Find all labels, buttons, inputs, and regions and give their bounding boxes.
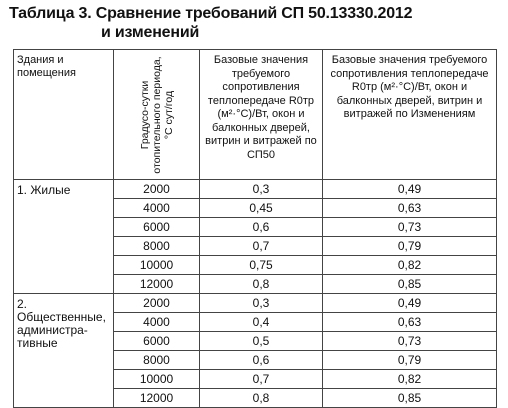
gsop-cell: 6000 xyxy=(114,332,200,351)
gsop-cell: 10000 xyxy=(114,256,200,275)
header-gsop-label: Градусо-сутки отопительного периода, °С сут/год xyxy=(138,55,175,174)
changes-value-cell: 0,49 xyxy=(323,294,497,313)
sp50-value-cell: 0,45 xyxy=(200,199,323,218)
comparison-table xyxy=(13,49,497,408)
changes-value-cell: 0,63 xyxy=(323,199,497,218)
changes-value-cell: 0,82 xyxy=(323,370,497,389)
table-header xyxy=(14,50,497,180)
table-body xyxy=(14,180,497,408)
table-row xyxy=(14,180,497,199)
sp50-value-cell: 0,75 xyxy=(200,256,323,275)
sp50-value-cell: 0,3 xyxy=(200,294,323,313)
changes-value-cell: 0,85 xyxy=(323,275,497,294)
header-rooms: Здания и помещения xyxy=(14,50,114,180)
changes-value-cell: 0,49 xyxy=(323,180,497,199)
table-title-line2: и изменений xyxy=(101,24,200,41)
table-title xyxy=(9,4,499,42)
changes-value-cell: 0,73 xyxy=(323,218,497,237)
sp50-value-cell: 0,7 xyxy=(200,370,323,389)
table-row xyxy=(14,294,497,313)
building-category: 1. Жилые xyxy=(14,180,114,294)
gsop-cell: 2000 xyxy=(114,180,200,199)
header-sp50: Базовые значения требуемого сопротивления теплопередаче R0тр (м²·°С)/Вт, окон и балконных дверей, витрин и витражей по СП50 xyxy=(200,50,323,180)
building-category: 2. Общественные, администра-тивные xyxy=(14,294,114,408)
sp50-value-cell: 0,5 xyxy=(200,332,323,351)
sp50-value-cell: 0,8 xyxy=(200,275,323,294)
table-title-line1: Таблица 3. Сравнение требований СП 50.13330.2012 xyxy=(9,5,413,22)
sp50-value-cell: 0,7 xyxy=(200,237,323,256)
changes-value-cell: 0,73 xyxy=(323,332,497,351)
sp50-value-cell: 0,6 xyxy=(200,218,323,237)
sp50-value-cell: 0,6 xyxy=(200,351,323,370)
gsop-cell: 12000 xyxy=(114,389,200,408)
gsop-cell: 6000 xyxy=(114,218,200,237)
changes-value-cell: 0,63 xyxy=(323,313,497,332)
header-changes: Базовые значения требуемого сопротивления теплопередаче R0тр (м²·°С)/Вт, окон и балконных дверей, витрин и витражей по Изменениям xyxy=(323,50,497,180)
sp50-value-cell: 0,3 xyxy=(200,180,323,199)
header-gsop xyxy=(114,50,200,180)
gsop-cell: 4000 xyxy=(114,313,200,332)
gsop-cell: 2000 xyxy=(114,294,200,313)
gsop-cell: 10000 xyxy=(114,370,200,389)
changes-value-cell: 0,79 xyxy=(323,237,497,256)
sp50-value-cell: 0,4 xyxy=(200,313,323,332)
gsop-cell: 4000 xyxy=(114,199,200,218)
gsop-cell: 8000 xyxy=(114,351,200,370)
gsop-cell: 12000 xyxy=(114,275,200,294)
gsop-cell: 8000 xyxy=(114,237,200,256)
sp50-value-cell: 0,8 xyxy=(200,389,323,408)
changes-value-cell: 0,79 xyxy=(323,351,497,370)
changes-value-cell: 0,82 xyxy=(323,256,497,275)
changes-value-cell: 0,85 xyxy=(323,389,497,408)
